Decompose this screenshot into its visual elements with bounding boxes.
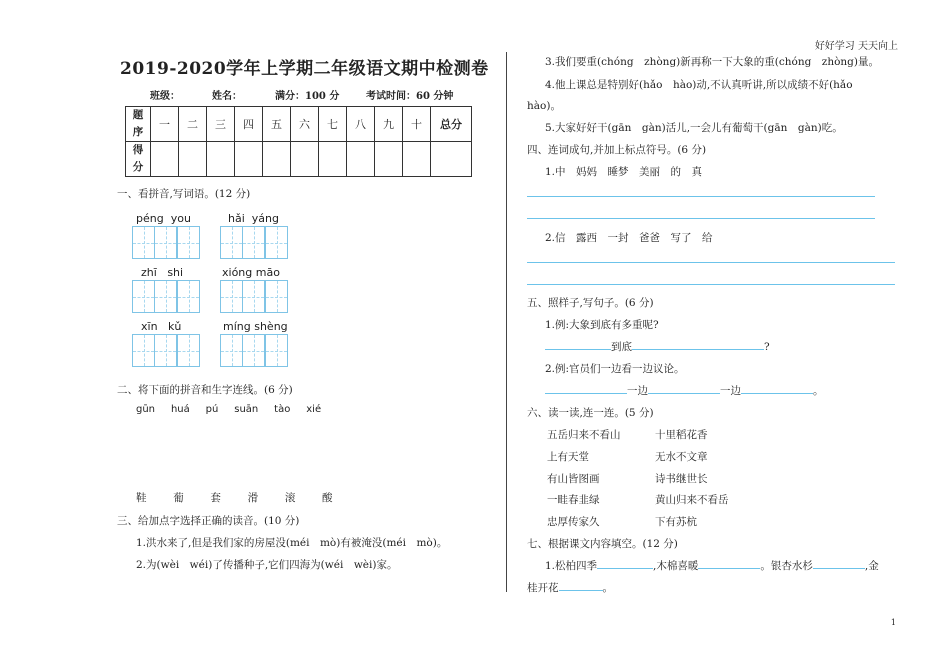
score-cell[interactable]: [347, 142, 375, 177]
score-row-label: 得 分: [126, 142, 151, 177]
section3-q3: 3.我们要重(chóng zhòng)新再称一下大象的重(chóng zhòng)量。: [545, 56, 879, 68]
column-divider: [506, 52, 507, 592]
writing-grid[interactable]: [220, 334, 288, 367]
match-right-item[interactable]: 十里稻花香: [655, 429, 708, 441]
blank-input[interactable]: [698, 558, 760, 569]
writing-grid[interactable]: [132, 334, 200, 367]
blank-input[interactable]: [545, 339, 611, 350]
match-left-item[interactable]: 忠厚传家久: [547, 516, 600, 528]
column-header: 十: [403, 107, 431, 142]
score-cell[interactable]: [375, 142, 403, 177]
section4-q1: 1.中 妈妈 睡梦 美丽 的 真: [545, 166, 703, 178]
exam-time-label: 考试时间：60 分钟: [366, 91, 454, 102]
section2-heading: 二、将下面的拼音和生字连线。(6 分): [117, 384, 293, 396]
column-header: 九: [375, 107, 403, 142]
page-number: 1: [890, 618, 896, 627]
pinyin-label: míng shèng: [223, 320, 288, 333]
exam-title: 2019-2020学年上学期二年级语文期中检测卷: [120, 59, 489, 79]
column-header: 三: [207, 107, 235, 142]
section4-q2: 2.信 露西 一封 爸爸 写了 给: [545, 232, 713, 244]
section3-q4-cont: hào)。: [527, 100, 561, 112]
section1-heading: 一、看拼音,写词语。(12 分): [117, 188, 251, 200]
blank-input[interactable]: [632, 339, 764, 350]
column-header: 五: [263, 107, 291, 142]
pinyin-option[interactable]: pú: [205, 404, 219, 415]
char-option[interactable]: 酸: [322, 492, 333, 504]
pinyin-label: hǎi yáng: [228, 212, 279, 225]
column-header: 八: [347, 107, 375, 142]
section6-heading: 六、读一读,连一连。(5 分): [527, 407, 654, 419]
name-label: 姓名：: [212, 91, 242, 102]
char-option[interactable]: 鞋: [136, 492, 147, 504]
char-row: [136, 490, 333, 505]
section5-q1: 1.例:大象到底有多重呢?: [545, 319, 659, 331]
char-option[interactable]: 套: [210, 492, 221, 504]
match-left-item[interactable]: 一畦春韭绿: [547, 494, 600, 506]
section5-q2: 2.例:官员们一边看一边议论。: [545, 363, 685, 375]
section4-heading: 四、连词成句,并加上标点符号。(6 分): [527, 144, 707, 156]
match-left-item[interactable]: 有山皆图画: [547, 473, 600, 485]
pinyin-option[interactable]: gūn: [136, 404, 156, 415]
writing-grid[interactable]: [220, 280, 288, 313]
section5-heading: 五、照样子,写句子。(6 分): [527, 297, 654, 309]
match-right-item[interactable]: 下有苏杭: [655, 516, 697, 528]
char-option[interactable]: 滑: [247, 492, 259, 504]
score-table: [125, 106, 472, 177]
char-option[interactable]: 滚: [284, 492, 296, 504]
section3-q5: 5.大家好好干(gān gàn)活儿,一会儿有葡萄干(gān gàn)吃。: [545, 122, 843, 134]
score-cell[interactable]: [151, 142, 179, 177]
pinyin-label: xióng māo: [222, 266, 280, 279]
column-header: 二: [179, 107, 207, 142]
pinyin-option[interactable]: tào: [274, 404, 291, 415]
column-header: 四: [235, 107, 263, 142]
section5-q2-answer: 一边 一边 。: [545, 383, 824, 398]
answer-line[interactable]: [527, 196, 875, 197]
score-cell[interactable]: [179, 142, 207, 177]
score-cell[interactable]: [319, 142, 347, 177]
match-right-item[interactable]: 黄山归来不看岳: [655, 494, 729, 506]
writing-grid[interactable]: [132, 280, 200, 313]
pinyin-option[interactable]: huá: [170, 404, 190, 415]
match-right-item[interactable]: 诗书继世长: [655, 473, 708, 485]
column-header: 一: [151, 107, 179, 142]
column-header: 六: [291, 107, 319, 142]
total-header: 总分: [431, 107, 472, 142]
blank-input[interactable]: [597, 558, 653, 569]
pinyin-row: [136, 404, 321, 415]
section5-q1-answer: 到底 ?: [545, 339, 770, 354]
pinyin-label: xīn kǔ: [141, 320, 182, 333]
blank-input[interactable]: [813, 558, 865, 569]
class-label: 班级：: [150, 91, 180, 102]
writing-grid[interactable]: [132, 226, 200, 259]
match-right-item[interactable]: 无水不文章: [655, 451, 708, 463]
match-left-item[interactable]: 五岳归来不看山: [547, 429, 621, 441]
score-cell[interactable]: [263, 142, 291, 177]
score-cell[interactable]: [207, 142, 235, 177]
section7-q1-cont: 桂开花 。: [527, 582, 613, 594]
score-table-score-row: [126, 142, 472, 177]
score-table-header-row: [126, 107, 472, 142]
header-slogan: 好好学习 天天向上: [814, 41, 898, 52]
blank-input[interactable]: [741, 383, 813, 394]
full-score-label: 满分：100 分: [275, 91, 340, 102]
score-cell[interactable]: [291, 142, 319, 177]
section3-q4: 4.他上课总是特别好(hǎo hào)动,不认真听讲,所以成绩不好(hǎo: [545, 79, 853, 91]
score-cell[interactable]: [403, 142, 431, 177]
section7-q1: 1.松柏四季 ,木棉喜暖 。银杏水杉 ,金: [545, 560, 879, 572]
blank-input[interactable]: [559, 580, 603, 591]
char-option[interactable]: 葡: [173, 492, 184, 504]
score-cell[interactable]: [235, 142, 263, 177]
column-header: 七: [319, 107, 347, 142]
pinyin-label: zhī shi: [141, 266, 184, 279]
writing-grid[interactable]: [220, 226, 288, 259]
match-left-item[interactable]: 上有天堂: [547, 451, 589, 463]
answer-line[interactable]: [527, 284, 895, 285]
blank-input[interactable]: [648, 383, 720, 394]
blank-input[interactable]: [545, 383, 627, 394]
pinyin-option[interactable]: suān: [234, 404, 259, 415]
section3-q2: 2.为(wèi wéi)了传播种子,它们四海为(wéi wèi)家。: [136, 559, 398, 571]
section3-q1: 1.洪水来了,但是我们家的房屋没(méi mò)有被淹没(méi mò)。: [136, 537, 448, 549]
answer-line[interactable]: [527, 218, 875, 219]
table-header-label: 题 序: [126, 107, 151, 142]
pinyin-option[interactable]: xié: [306, 404, 322, 415]
pinyin-label: péng you: [136, 212, 191, 225]
answer-line[interactable]: [527, 262, 895, 263]
section3-heading: 三、给加点字选择正确的读音。(10 分): [117, 515, 300, 527]
section7-heading: 七、根据课文内容填空。(12 分): [527, 538, 678, 550]
score-cell[interactable]: [431, 142, 472, 177]
